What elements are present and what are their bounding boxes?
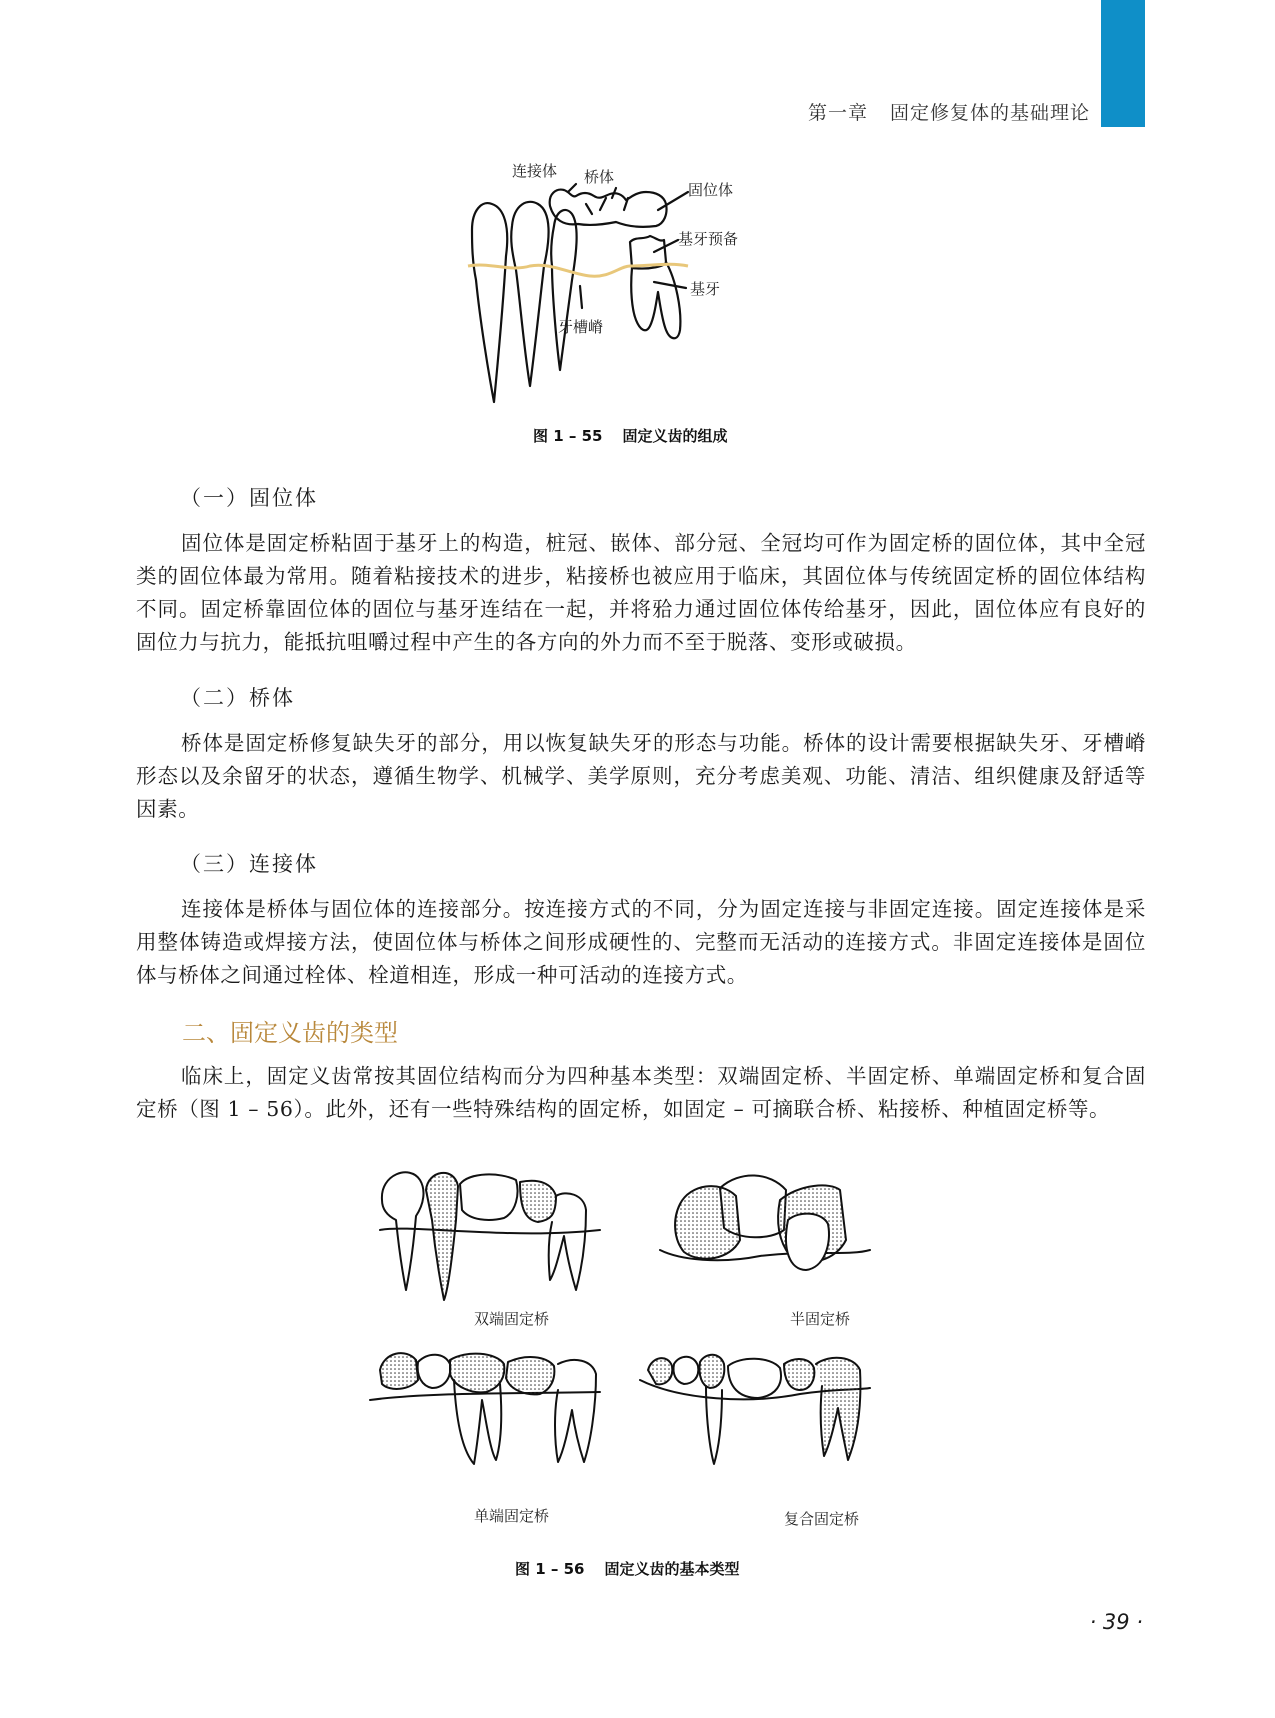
label-semi-fixed-bridge: 半固定桥: [790, 1310, 851, 1328]
label-retainer: 固位体: [688, 181, 734, 199]
label-pontic: 桥体: [584, 168, 615, 186]
label-cantilever-bridge: 单端固定桥: [474, 1507, 550, 1525]
figure-1-55-diagram: [460, 162, 770, 415]
paragraph-pontic: 桥体是固定桥修复缺失牙的部分，用以恢复缺失牙的形态与功能。桥体的设计需要根据缺失牙、牙槽嵴形态以及余留牙的状态，遵循生物学、机械学、美学原则，充分考虑美观、功能、清洁、组织健康及舒适等因素。: [136, 731, 1146, 821]
paragraph-types: 临床上，固定义齿常按其固位结构而分为四种基本类型：双端固定桥、半固定桥、单端固定桥和复合固定桥（图 1 – 56）。此外，还有一些特殊结构的固定桥，如固定 – 可摘联合桥、粘接桥、种植固定桥等。: [136, 1064, 1146, 1121]
subheading-pontic: （二）桥体: [180, 686, 295, 710]
label-abutment: 基牙: [690, 280, 721, 298]
chapter-title: 固定修复体的基础理论: [889, 102, 1090, 124]
chapter-number: 第一章: [807, 102, 868, 124]
caption-text: 固定义齿的组成: [622, 427, 728, 445]
label-abutment-prep: 基牙预备: [678, 230, 739, 248]
label-double-end-bridge: 双端固定桥: [474, 1310, 550, 1328]
section-heading-types: 二、固定义齿的类型: [182, 1019, 398, 1047]
subheading-connector: （三）连接体: [180, 852, 318, 876]
label-connector: 连接体: [512, 162, 558, 180]
caption-number: 图 1 – 56: [515, 1560, 585, 1578]
paragraph-retainer: 固位体是固定桥粘固于基牙上的构造，桩冠、嵌体、部分冠、全冠均可作为固定桥的固位体，其中全冠类的固位体最为常用。随着粘接技术的进步，粘接桥也被应用于临床，其固位体与传统固定桥的固位体结构不同。固定桥靠固位体的固位与基牙连结在一起，并将𬌗力通过固位体传给基牙，因此，固位体应有良好的固位力与抗力，能抵抗咀嚼过程中产生的各方向的外力而不至于脱落、变形或破损。: [136, 531, 1146, 654]
bridge-compound-drawing: [640, 1355, 870, 1464]
bridge-semi-fixed-drawing: [660, 1175, 870, 1270]
figure-1-56-caption: [515, 1558, 740, 1579]
caption-text: 固定义齿的基本类型: [604, 1560, 740, 1578]
label-ridge: 牙槽嵴: [558, 318, 604, 336]
bridge-cantilever-drawing: [370, 1353, 600, 1464]
figure-1-55-caption: [533, 425, 728, 446]
running-head: [808, 98, 1090, 125]
chapter-tab: [1101, 0, 1145, 127]
bridge-double-end-drawing: [380, 1172, 600, 1300]
paragraph-connector: 连接体是桥体与固位体的连接部分。按连接方式的不同，分为固定连接与非固定连接。固定连接体是采用整体铸造或焊接方法，使固位体与桥体之间形成硬性的、完整而无活动的连接方式。非固定连接体是固位体与桥体之间通过栓体、栓道相连，形成一种可活动的连接方式。: [136, 897, 1146, 987]
page-number: · 39 ·: [1089, 1610, 1143, 1634]
figure-1-56-diagram: [370, 1160, 930, 1540]
caption-number: 图 1 – 55: [533, 427, 603, 445]
label-compound-bridge: 复合固定桥: [784, 1510, 860, 1528]
subheading-retainer: （一）固位体: [180, 486, 318, 510]
